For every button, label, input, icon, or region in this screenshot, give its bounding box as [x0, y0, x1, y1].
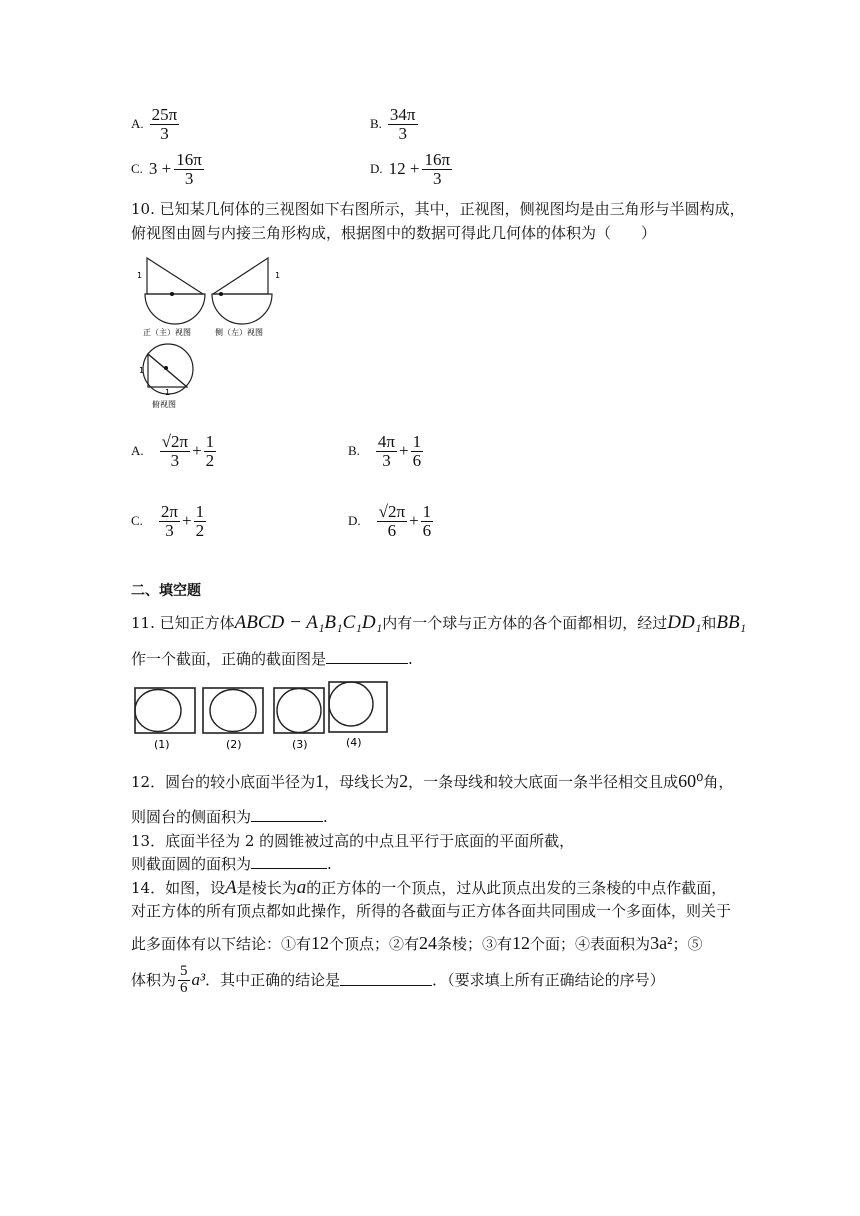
q13-answer-blank: [251, 868, 327, 869]
q9-b-fraction: $\frac{34\pi}{3}$: [389, 105, 416, 143]
q9-d-fraction: $\frac{16\pi}{3}$: [424, 150, 451, 188]
q14-answer-blank: [340, 985, 432, 986]
q10-option-c: C. $\frac{2\pi}{3}$ + $\frac{1}{2}$: [131, 502, 205, 540]
q14-line1: 14．如图，设A是棱长为a的正方体的一个顶点，过从此顶点出发的三条棱的中点作截面，: [131, 877, 727, 898]
q10-option-d: D. $\frac{√2\pi}{6}$ + $\frac{1}{6}$: [348, 502, 432, 540]
q14-line2: 对正方体的所有顶点都如此操作，所得的各截面与正方体各面共同围成一个多面体，则关于: [131, 902, 732, 920]
svg-text:(2): (2): [226, 738, 242, 751]
q13-line1: 13．底面半径为 2 的圆锥被过高的中点且平行于底面的平面所截，: [131, 832, 575, 850]
svg-text:1: 1: [165, 388, 171, 397]
section-heading: 二、填空题: [131, 583, 201, 599]
front-view-caption: 正（主）视图: [143, 328, 191, 337]
q11-line1: 11. 已知正方体ABCD − A₁B₁C₁D₁内有一个球与正方体的各个面都相切，经过DD₁和BB₁: [131, 612, 747, 633]
q12-line2: 则圆台的侧面积为 .: [131, 808, 328, 826]
svg-text:(3): (3): [292, 738, 308, 751]
svg-text:1: 1: [139, 366, 145, 375]
q12-answer-blank: [251, 821, 323, 822]
top-view-caption: 俯视图: [152, 400, 176, 409]
q10-option-a: A. $\frac{√2\pi}{3}$ + $\frac{1}{2}$: [131, 432, 215, 470]
q10-option-b: B. $\frac{4\pi}{3}$ + $\frac{1}{6}$: [348, 432, 422, 470]
section-option-3: [274, 688, 324, 751]
q9-option-a: A. $\frac{25\pi}{3}$: [131, 105, 178, 143]
volume-fraction: $\frac{5}{6}$: [180, 963, 188, 996]
q10-line2: 俯视图由圆与内接三角形构成，根据图中的数据可得此几何体的体积为（ ）: [131, 224, 657, 242]
three-view-figure: [135, 254, 295, 414]
q9-option-b: B. $\frac{34\pi}{3}$: [370, 105, 416, 143]
q11-line2: 作一个截面，正确的截面图是 .: [131, 650, 413, 668]
top-view: [139, 344, 193, 397]
q11-answer-blank: [326, 663, 408, 664]
q9-c-fraction: $\frac{16\pi}{3}$: [176, 150, 202, 188]
q14-line4: 体积为 $\frac{5}{6}$ a³ ．其中正确的结论是 ．（要求填上所有正确结论的序号）: [131, 963, 665, 996]
front-view: [137, 258, 205, 324]
q9-option-d: D. 12 + $\frac{16\pi}{3}$: [370, 150, 451, 188]
q13-line2: 则截面圆的面积为 .: [131, 855, 332, 873]
svg-text:(4): (4): [346, 736, 362, 749]
q10-line1: 10. 已知某几何体的三视图如下右图所示，其中，正视图，侧视图均是由三角形与半圆构成，: [131, 200, 745, 218]
q9-a-fraction: $\frac{25\pi}{3}$: [151, 105, 178, 143]
q9-option-c: C. 3 + $\frac{16\pi}{3}$: [131, 150, 202, 188]
section-option-1: [135, 688, 195, 751]
svg-text:(1): (1): [154, 738, 170, 751]
side-view: [212, 258, 280, 324]
side-view-caption: 侧（左）视图: [215, 328, 263, 337]
svg-text:1: 1: [137, 271, 143, 280]
section-option-2: [203, 688, 263, 751]
section-option-4: [329, 682, 387, 749]
q12-line1: 12．圆台的较小底面半径为1，母线长为2，一条母线和较大底面一条半径相交且成60⁰角，: [131, 771, 734, 791]
q14-line3: 此多面体有以下结论：①有12个顶点；②有24条棱；③有12个面；④表面积为3a²；⑤: [131, 933, 703, 953]
svg-text:1: 1: [275, 271, 281, 280]
q11-cross-section-figure: [130, 678, 392, 754]
